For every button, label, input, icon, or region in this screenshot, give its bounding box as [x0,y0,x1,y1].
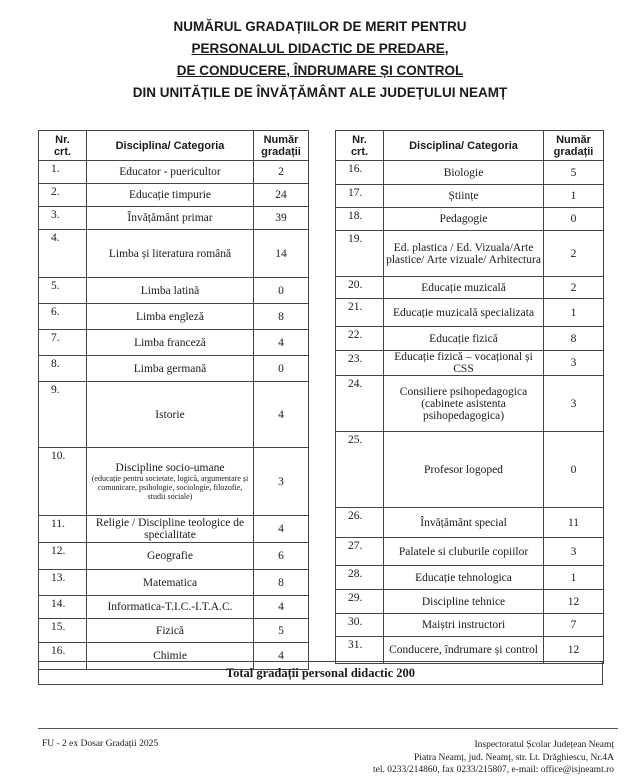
row-number: 27. [336,538,384,566]
row-number: 9. [39,382,87,448]
row-number: 30. [336,614,384,637]
row-number: 5. [39,278,87,304]
table-row [39,330,309,356]
row-discipline [87,570,254,596]
table-row [39,207,309,230]
discipline-label: Învățământ primar [127,212,213,224]
table-row [39,596,309,619]
table-row [39,516,309,543]
header-count: Număr gradații [544,131,604,161]
header-discipline: Disciplina/ Categoria [87,131,254,161]
row-count: 8 [544,327,604,351]
discipline-label: Educație fizică – vocațional și CSS [394,351,533,375]
table-row [39,304,309,330]
row-count: 3 [254,448,309,516]
row-count: 12 [544,590,604,614]
discipline-label: Educație tehnologica [415,571,512,584]
row-discipline [384,161,544,185]
table-row [336,208,604,231]
row-number: 8. [39,356,87,382]
row-count: 2 [254,161,309,184]
row-discipline [384,376,544,432]
row-number: 10. [39,448,87,516]
row-number: 31. [336,637,384,664]
table-row [336,185,604,208]
discipline-label: Educație timpurie [128,189,212,201]
row-discipline [87,207,254,230]
discipline-label: Limba engleză [135,310,204,323]
discipline-label: Învățământ special [420,516,507,529]
discipline-label: Limba franceză [134,336,206,349]
row-count: 4 [254,516,309,543]
table-row [39,356,309,382]
table-row [39,619,309,643]
row-discipline [384,508,544,538]
row-discipline [384,277,544,299]
row-discipline [384,637,544,664]
header-nr: Nr. crt. [336,131,384,161]
row-count: 11 [544,508,604,538]
row-count: 5 [254,619,309,643]
row-discipline [384,538,544,566]
discipline-label: Biologie [443,166,484,179]
discipline-label: Educație muzicală [421,281,506,294]
row-number: 22. [336,327,384,351]
row-discipline [87,356,254,382]
row-count: 14 [254,230,309,278]
row-discipline [384,614,544,637]
row-number: 19. [336,231,384,277]
discipline-label: Pedagogie [439,213,488,225]
row-count: 4 [254,596,309,619]
footer-left: FU - 2 ex Dosar Gradații 2025 [42,739,159,749]
row-count: 1 [544,185,604,208]
row-discipline [384,432,544,508]
table-row [39,570,309,596]
footer-divider [38,728,618,729]
row-number: 11. [39,516,87,543]
table-row [336,231,604,277]
table-row [336,637,604,664]
discipline-label: Educație fizică [429,332,498,345]
row-discipline [384,590,544,614]
row-count: 24 [254,184,309,207]
row-discipline [384,351,544,376]
row-discipline [87,161,254,184]
table-row [336,566,604,590]
row-number: 24. [336,376,384,432]
row-number: 18. [336,208,384,231]
discipline-label: Educator - puericultor [119,166,221,178]
discipline-label: Religie / Discipline teologice de specialitate [95,517,245,541]
row-discipline [87,516,254,543]
total-row: Total gradații personal didactic 200 [38,661,603,685]
footer-address [373,739,614,777]
row-discipline [87,382,254,448]
discipline-label: Discipline tehnice [421,595,506,608]
row-discipline [87,184,254,207]
row-number: 16. [336,161,384,185]
discipline-label: Fizică [155,624,185,637]
row-count: 4 [254,382,309,448]
discipline-label: Profesor logoped [424,463,503,476]
row-count: 0 [544,208,604,231]
discipline-label: Istorie [155,408,185,421]
table-row [336,161,604,185]
title-line-3: DE CONDUCERE, ÎNDRUMARE ȘI CONTROL [176,63,464,78]
row-count: 3 [544,376,604,432]
discipline-label: Geografie [147,550,193,562]
row-discipline [87,330,254,356]
discipline-label: Limba și literatura română [108,247,232,260]
row-discipline [384,208,544,231]
row-count: 0 [254,356,309,382]
row-discipline [384,566,544,590]
row-count: 5 [544,161,604,185]
row-number: 28. [336,566,384,590]
row-count: 0 [544,432,604,508]
row-count: 3 [544,351,604,376]
document-title [0,16,640,104]
row-number: 20. [336,277,384,299]
row-number: 25. [336,432,384,508]
row-number: 12. [39,543,87,570]
row-discipline [87,230,254,278]
table-row [39,382,309,448]
row-discipline [87,596,254,619]
row-count: 6 [254,543,309,570]
row-number: 13. [39,570,87,596]
row-number: 23. [336,351,384,376]
table-row [39,161,309,184]
row-number: 29. [336,590,384,614]
title-line-2: PERSONALUL DIDACTIC DE PREDARE, [191,41,449,56]
header-discipline: Disciplina/ Categoria [384,131,544,161]
discipline-label: Ed. plastica / Ed. Vizuala/Arte plastice/ Arte vizuale/ Arhitectura [386,241,541,266]
row-count: 8 [254,304,309,330]
row-number: 4. [39,230,87,278]
row-count: 1 [544,299,604,327]
row-count: 4 [254,330,309,356]
table-row [336,277,604,299]
row-count: 7 [544,614,604,637]
table-row [336,590,604,614]
row-count: 1 [544,566,604,590]
table-row [336,538,604,566]
header-count: Număr gradații [254,131,309,161]
row-count: 12 [544,637,604,664]
title-line-4: DIN UNITĂȚILE DE ÎNVĂȚĂMÂNT ALE JUDEȚULUI NEAMȚ [132,85,508,100]
discipline-label: Consiliere psihopedagogica (cabinete asistenta psihopedagogica) [399,385,528,422]
discipline-label: Conducere, îndrumare și control [389,644,538,656]
table-row [39,184,309,207]
row-number: 14. [39,596,87,619]
row-count: 8 [254,570,309,596]
row-number: 21. [336,299,384,327]
row-discipline [87,448,254,516]
header-nr: Nr. crt. [39,131,87,161]
table-row [39,543,309,570]
table-row [336,327,604,351]
row-number: 17. [336,185,384,208]
left-table [38,130,309,670]
row-discipline [87,543,254,570]
row-count: 4 [254,643,309,670]
row-discipline [384,231,544,277]
row-discipline [87,304,254,330]
right-table [335,130,604,664]
row-number: 1. [39,161,87,184]
table-row [39,278,309,304]
table-row [39,448,309,516]
table-row [336,351,604,376]
table-row [336,508,604,538]
discipline-label: Limba germană [133,362,207,375]
row-count: 3 [544,538,604,566]
row-discipline [384,299,544,327]
table-row [336,376,604,432]
row-number: 3. [39,207,87,230]
row-count: 2 [544,231,604,277]
discipline-label: Matematica [142,576,198,589]
row-count: 0 [254,278,309,304]
discipline-label: Maiștri instructori [421,619,506,631]
footer-contact: tel. 0233/214860, fax 0233/215807, e-mail: office@isjneamt.ro [372,765,614,775]
title-line-1: NUMĂRUL GRADAȚIILOR DE MERIT PENTRU [173,19,467,34]
discipline-note: (educație pentru societate, logică, argumentare și comunicare, psihologie, sociologie, filozofie, studii sociale) [91,474,249,501]
discipline-label: Informatica-T.I.C.-I.T.A.C. [107,601,233,613]
row-count: 2 [544,277,604,299]
row-number: 15. [39,619,87,643]
row-number: 26. [336,508,384,538]
row-number: 16. [39,643,87,670]
table-row [336,299,604,327]
discipline-label: Chimie [153,650,187,662]
row-discipline [87,278,254,304]
discipline-label: Educație muzicală specializata [392,306,535,319]
footer-street: Piatra Neamț, jud. Neamț, str. Lt. Drăghiescu, Nr.4A [414,752,614,763]
discipline-label: Discipline socio-umane [115,462,225,474]
row-discipline [87,619,254,643]
row-number: 2. [39,184,87,207]
row-number: 6. [39,304,87,330]
row-number: 7. [39,330,87,356]
table-row [39,230,309,278]
table-row [336,614,604,637]
discipline-label: Palatele si cluburile copiilor [398,545,529,558]
row-discipline [384,185,544,208]
table-row [336,432,604,508]
row-count: 39 [254,207,309,230]
footer-institution: Inspectoratul Școlar Județean Neamț [474,740,614,750]
row-discipline [384,327,544,351]
discipline-label: Limba latină [140,284,200,297]
discipline-label: Științe [448,190,479,202]
